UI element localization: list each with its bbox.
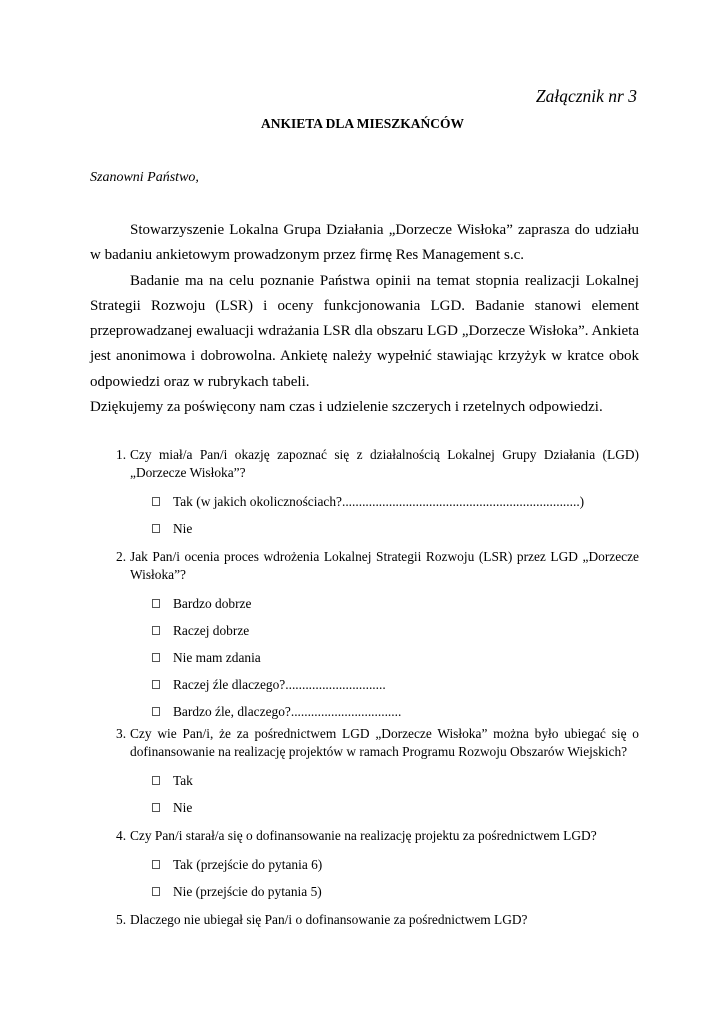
question-text: Dlaczego nie ubiegał się Pan/i o dofinansowanie za pośrednictwem LGD? [130,912,528,927]
question-number: 3. [116,726,127,741]
answer-option[interactable] [152,644,639,671]
salutation: Szanowni Państwo, [90,170,199,185]
question-number: 1. [116,447,127,462]
checkbox[interactable] [152,599,160,608]
answer-option[interactable] [152,794,639,821]
question-5 [90,911,639,929]
option-label: Nie [173,520,193,536]
checkbox[interactable] [152,626,160,635]
question-text: Czy wie Pan/i, że za pośrednictwem LGD „Dorzecze Wisłoka” można było ubiegać się o dofinansowanie na realizację projektów w ramach Programu Rozwoju Obszarów Wiejskich? [130,726,639,759]
option-label: Tak (w jakich okolicznościach?.......................................................................) [173,493,585,509]
checkbox[interactable] [152,497,160,506]
answer-option[interactable] [152,515,639,542]
option-label: Raczej dobrze [173,622,250,638]
question-text: Jak Pan/i ocenia proces wdrożenia Lokalnej Strategii Rozwoju (LSR) przez LGD „Dorzecze Wisłoka”? [130,549,639,582]
option-label: Tak (przejście do pytania 6) [173,856,323,872]
answer-option[interactable] [152,590,639,617]
question-4 [90,827,639,845]
option-label: Bardzo źle, dlaczego?................................. [173,703,402,719]
checkbox[interactable] [152,524,160,533]
checkbox[interactable] [152,860,160,869]
intro-paragraph-3: Dziękujemy za poświęcony nam czas i udzielenie szczerych i rzetelnych odpowiedzi. [90,399,603,416]
question-2 [90,548,639,584]
option-label: Raczej źle dlaczego?.............................. [173,676,386,692]
option-label: Nie mam zdania [173,649,261,665]
checkbox[interactable] [152,680,160,689]
checkbox[interactable] [152,776,160,785]
checkbox[interactable] [152,653,160,662]
answer-option[interactable] [152,617,639,644]
checkbox[interactable] [152,887,160,896]
answer-option[interactable] [152,671,639,698]
answer-option[interactable] [152,698,639,725]
option-label: Bardzo dobrze [173,595,252,611]
option-label: Tak [173,772,193,788]
intro-paragraph-2: Badanie ma na celu poznanie Państwa opinii na temat stopnia realizacji Lokalnej Strategii Rozwoju (LSR) i oceny funkcjonowania LGD. Badanie stanowi element przeprowadzanej ewaluacji wdrażania LSR dla obszaru LGD „Dorzecze Wisłoka”. Ankieta jest anonimowa i dobrowolna. Ankietę należy wypełnić stawiając krzyżyk w kratce obok odpowiedzi oraz w rubrykach tabeli. [90,272,639,390]
question-text: Czy Pan/i starał/a się o dofinansowanie na realizację projektu za pośrednictwem LGD? [130,828,597,843]
question-list [90,446,639,929]
answer-option[interactable] [152,878,639,905]
answer-option[interactable] [152,488,639,515]
answer-option[interactable] [152,851,639,878]
attachment-label: Załącznik nr 3 [535,86,637,106]
question-number: 5. [116,912,127,927]
answer-option[interactable] [152,767,639,794]
question-3 [90,725,639,761]
intro-paragraph-1: Stowarzyszenie Lokalna Grupa Działania „Dorzecze Wisłoka” zaprasza do udziału w badaniu ankietowym prowadzonym przez firmę Res Management s.c. [90,222,639,264]
question-text: Czy miał/a Pan/i okazję zapoznać się z działalnością Lokalnej Grupy Działania (LGD) „Dorzecze Wisłoka”? [130,447,639,480]
checkbox[interactable] [152,707,160,716]
question-number: 2. [116,549,127,564]
checkbox[interactable] [152,803,160,812]
question-number: 4. [116,828,127,843]
option-label: Nie (przejście do pytania 5) [173,883,322,899]
question-1 [90,446,639,482]
option-label: Nie [173,799,193,815]
survey-title: ANKIETA DLA MIESZKAŃCÓW [260,116,465,131]
intro-text [90,218,639,420]
